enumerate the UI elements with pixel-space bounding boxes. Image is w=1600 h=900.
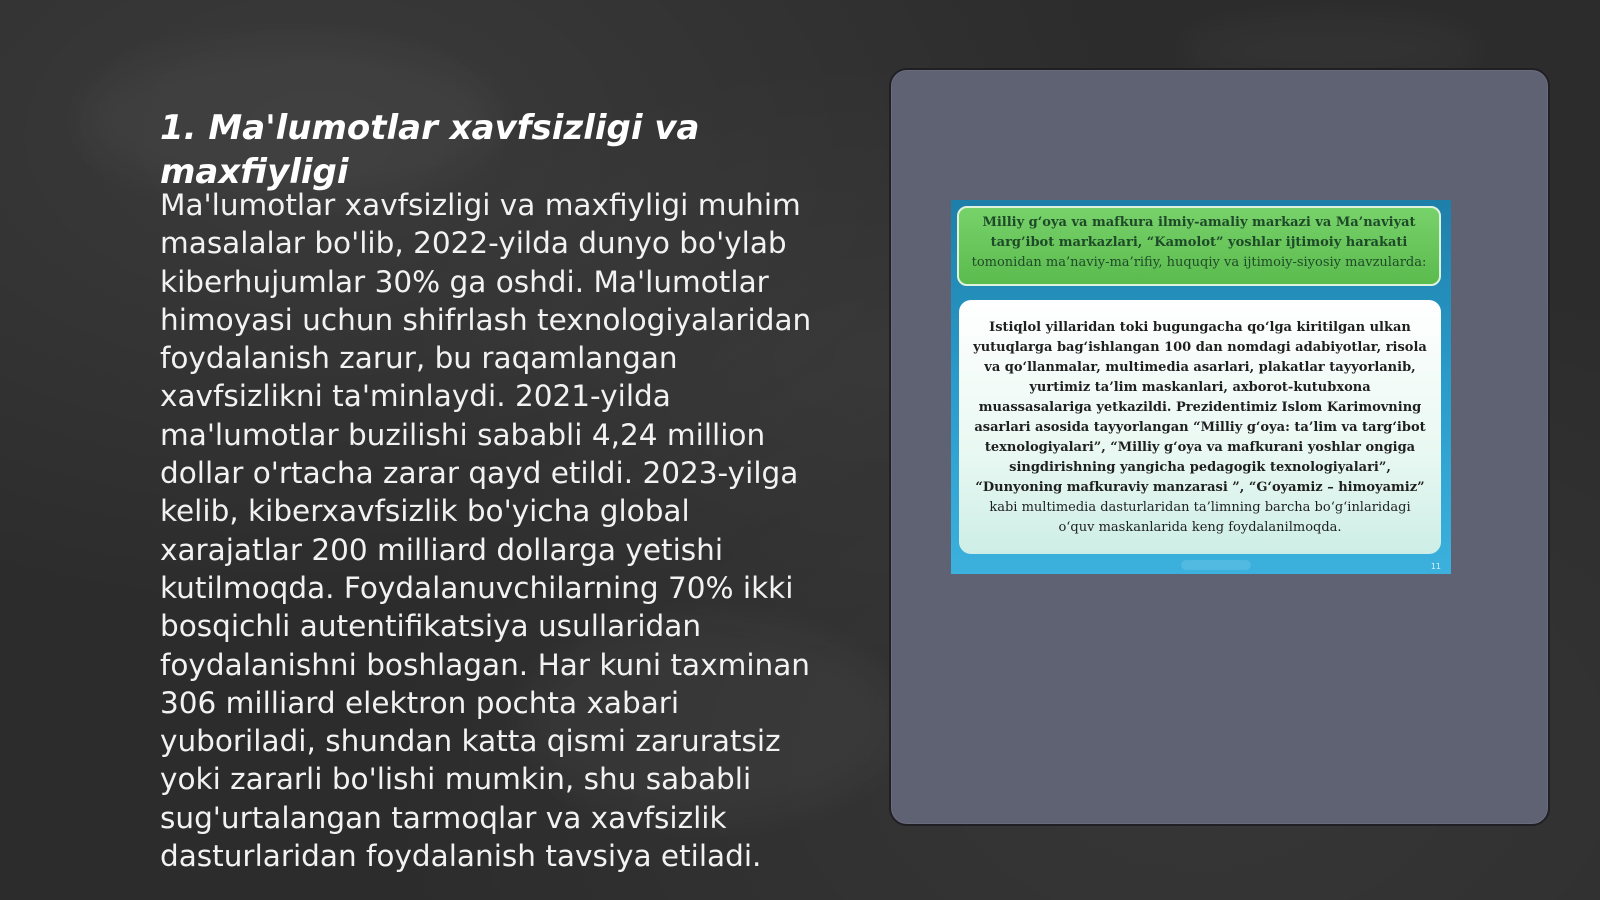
slide-title [160,106,720,194]
slide-number: 11 [1430,562,1441,571]
white-box-normal-text: kabi multimedia dasturlaridan ta’limning barcha bo‘g‘inlaridagi o‘quv maskanlarida keng foydalanilmoqda. [989,500,1411,535]
white-box-bold-text: Istiqlol yillaridan toki bugungacha qo‘lga kiritilgan ulkan yutuqlarga bag‘ishlangan 100 dan nomdagi adabiyotlar, risola va qo‘llanmalar, multimedia asarlari, plakatlar tayyorlanib, yurtimiz ta’lim maskanlari, axborot-kutubxona muassasalariga yetkazildi. Prezidentimiz Islom Karimovning asarlari asosida tayyorlangan “Milliy g‘oya: ta’lim va targ‘ibot texnologiyalari”, “Milliy g‘oya va mafkurani yoshlar ongiga singdirishning yangicha pedagogik texnologiyalari”, “Dunyoning mafkuraviy manzarasi ”, “G‘oyamiz – himoyamiz” [973,320,1427,495]
slide-title-line-1: 1. Ma'lumotlar xavfsizligi va [160,108,700,148]
slide-watermark [1181,560,1251,570]
green-box-bold-text: Milliy g‘oya va mafkura ilmiy-amaliy markazi va Ma’naviyat targ’ibot markazlari, “Kamolot” yoshlar ijtimoiy harakati [982,215,1416,250]
slide-white-content-box [959,300,1441,554]
body-paragraph: Ma'lumotlar xavfsizligi va maxfiyligi muhim masalalar bo'lib, 2022-yilda dunyo bo'ylab kiberhujumlar 30% ga oshdi. Ma'lumotlar himoyasi uchun shifrlash texnologiyalaridan foydalanish zarur, bu raqamlangan xavfsizlikni ta'minlaydi. 2021-yilda ma'lumotlar buzilishi sababli 4,24 million dollar o'rtacha zarar qayd etildi. 2023-yilga kelib, kiberxavfsizlik bo'yicha global xarajatlar 200 milliard dollarga yetishi kutilmoqda. Foydalanuvchilarning 70% ikki bosqichli autentifikatsiya usullaridan foydalanishni boshlagan. Har kuni taxminan 306 milliard elektron pochta xabari yuboriladi, shundan katta qismi zaruratsiz yoki zararli bo'lishi mumkin, shu sababli sug'urtalangan tarmoqlar va xavfsizlik dasturlaridan foydalanish tavsiya etiladi. [160,188,812,874]
green-box-normal-text: tomonidan ma’naviy-ma’rifiy, huquqiy va ijtimoiy-siyosiy mavzularda: [971,255,1427,270]
embedded-slide-image [951,200,1451,574]
slide-footer [951,558,1451,574]
slide-title-line-2: maxfiyligi [160,152,349,192]
slide-green-header-box [957,206,1441,286]
